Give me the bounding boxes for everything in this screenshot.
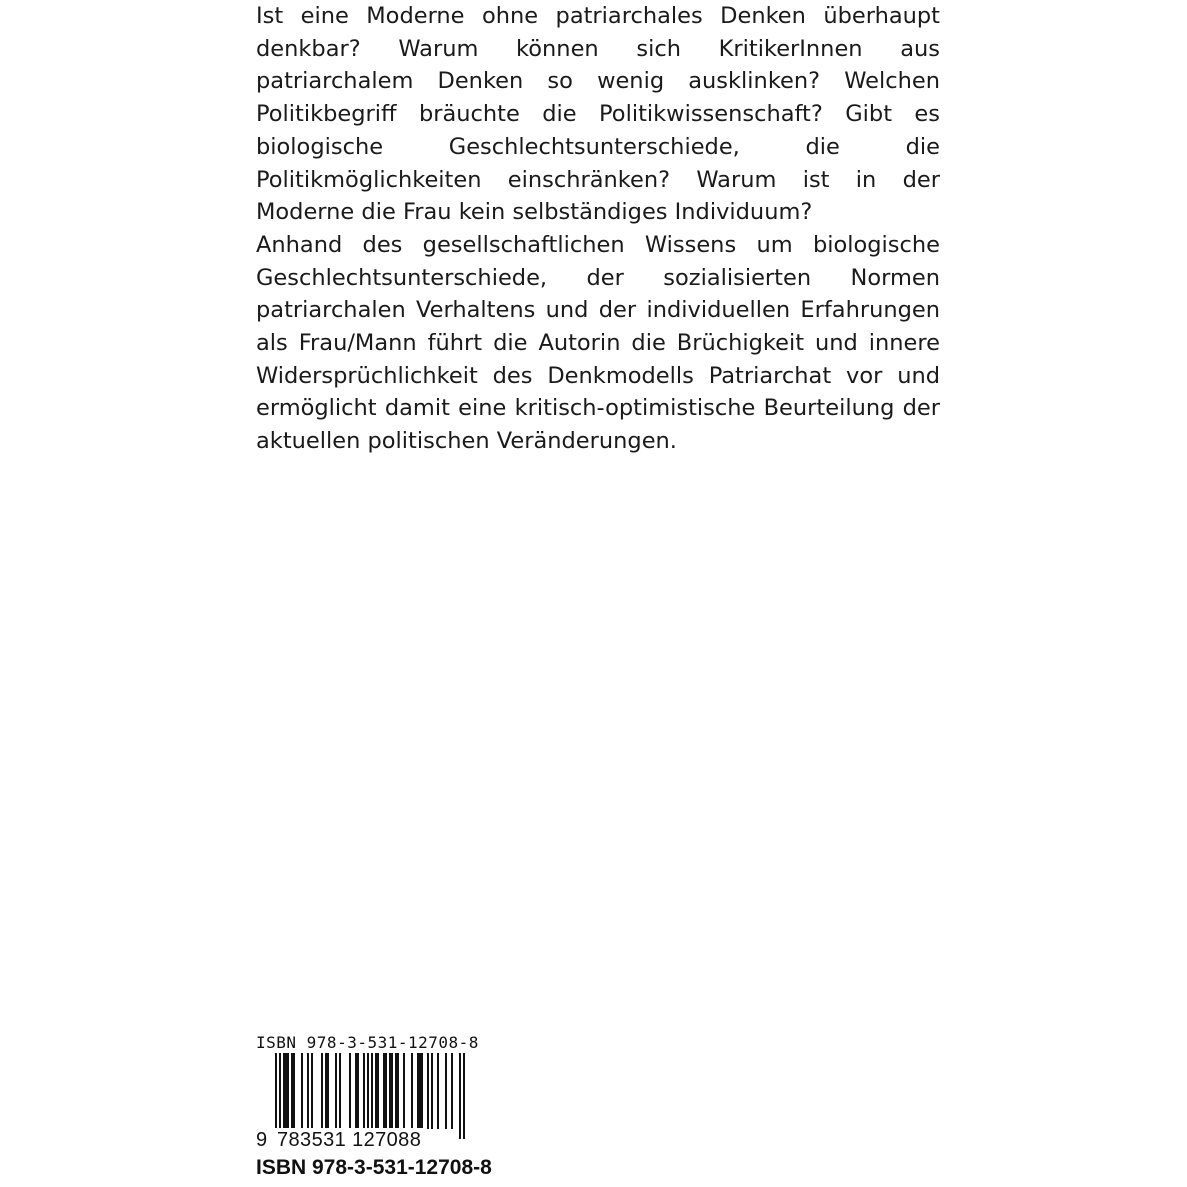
barcode-bar-0: [275, 1053, 277, 1139]
barcode-bar-24: [431, 1053, 433, 1129]
barcode-bar-1: [279, 1053, 281, 1139]
barcode-bar-19: [395, 1053, 399, 1129]
blurb-paragraph-2: Anhand des gesellschaftlichen Wissens um biologische Geschlechtsunterschiede, der sozialisierten Normen patriarchalen Verhaltens und der individuellen Erfahrungen als Frau/Mann führt die Autorin die Brüchigkeit und innere Widersprüchlichkeit des Denkmodells Patriarchat vor und ermöglicht damit eine kritisch-optimistische Beurteilung der aktuellen politischen Veränderungen.: [256, 231, 940, 455]
barcode-bar-13: [363, 1053, 365, 1129]
barcode-bar-9: [335, 1053, 337, 1129]
barcode-bar-15: [371, 1053, 373, 1139]
barcode-bar-4: [301, 1053, 303, 1129]
barcode-bar-22: [417, 1053, 423, 1129]
barcode-bar-10: [339, 1053, 341, 1129]
barcode-bar-8: [325, 1053, 329, 1129]
barcode-bar-7: [321, 1053, 323, 1129]
barcode-bar-25: [437, 1053, 439, 1129]
barcode-bar-17: [383, 1053, 387, 1129]
barcode-bar-21: [411, 1053, 413, 1129]
barcode-bar-11: [349, 1053, 351, 1129]
barcode-bar-12: [355, 1053, 359, 1129]
barcode-bar-5: [307, 1053, 309, 1129]
barcode-bar-6: [311, 1053, 313, 1129]
barcode-bar-14: [367, 1053, 369, 1139]
isbn-label-top: ISBN 978-3-531-12708-8: [256, 1033, 479, 1052]
barcode-bar-27: [451, 1053, 453, 1129]
isbn-label-bottom: ISBN 978-3-531-12708-8: [256, 1156, 492, 1179]
blurb-paragraph-1: Ist eine Moderne ohne patriarchales Denken überhaupt denkbar? Warum können sich KritikerInnen aus patriarchalem Denken so wenig ausklinken? Welchen Politikbegriff bräuchte die Politikwissenschaft? Gibt es biologische Geschlechtsunterschiede, die die Politikmöglichkeiten einschränken? Warum ist in der Moderne die Frau kein selbständiges Individuum?: [256, 3, 940, 226]
barcode-bar-20: [403, 1053, 405, 1129]
barcode-bar-2: [283, 1053, 289, 1129]
barcode-bar-28: [459, 1053, 461, 1139]
barcode-bar-16: [375, 1053, 379, 1129]
barcode-bar-26: [445, 1053, 447, 1129]
barcode-bar-18: [389, 1053, 393, 1129]
cover-blurb: [256, 0, 940, 458]
barcode-bar-29: [463, 1053, 465, 1139]
barcode-digits-rest: 783531 127088: [277, 1129, 422, 1151]
barcode-bar-3: [291, 1053, 295, 1129]
barcode-bar-23: [427, 1053, 429, 1129]
barcode-digit-lead: 9: [256, 1129, 268, 1151]
